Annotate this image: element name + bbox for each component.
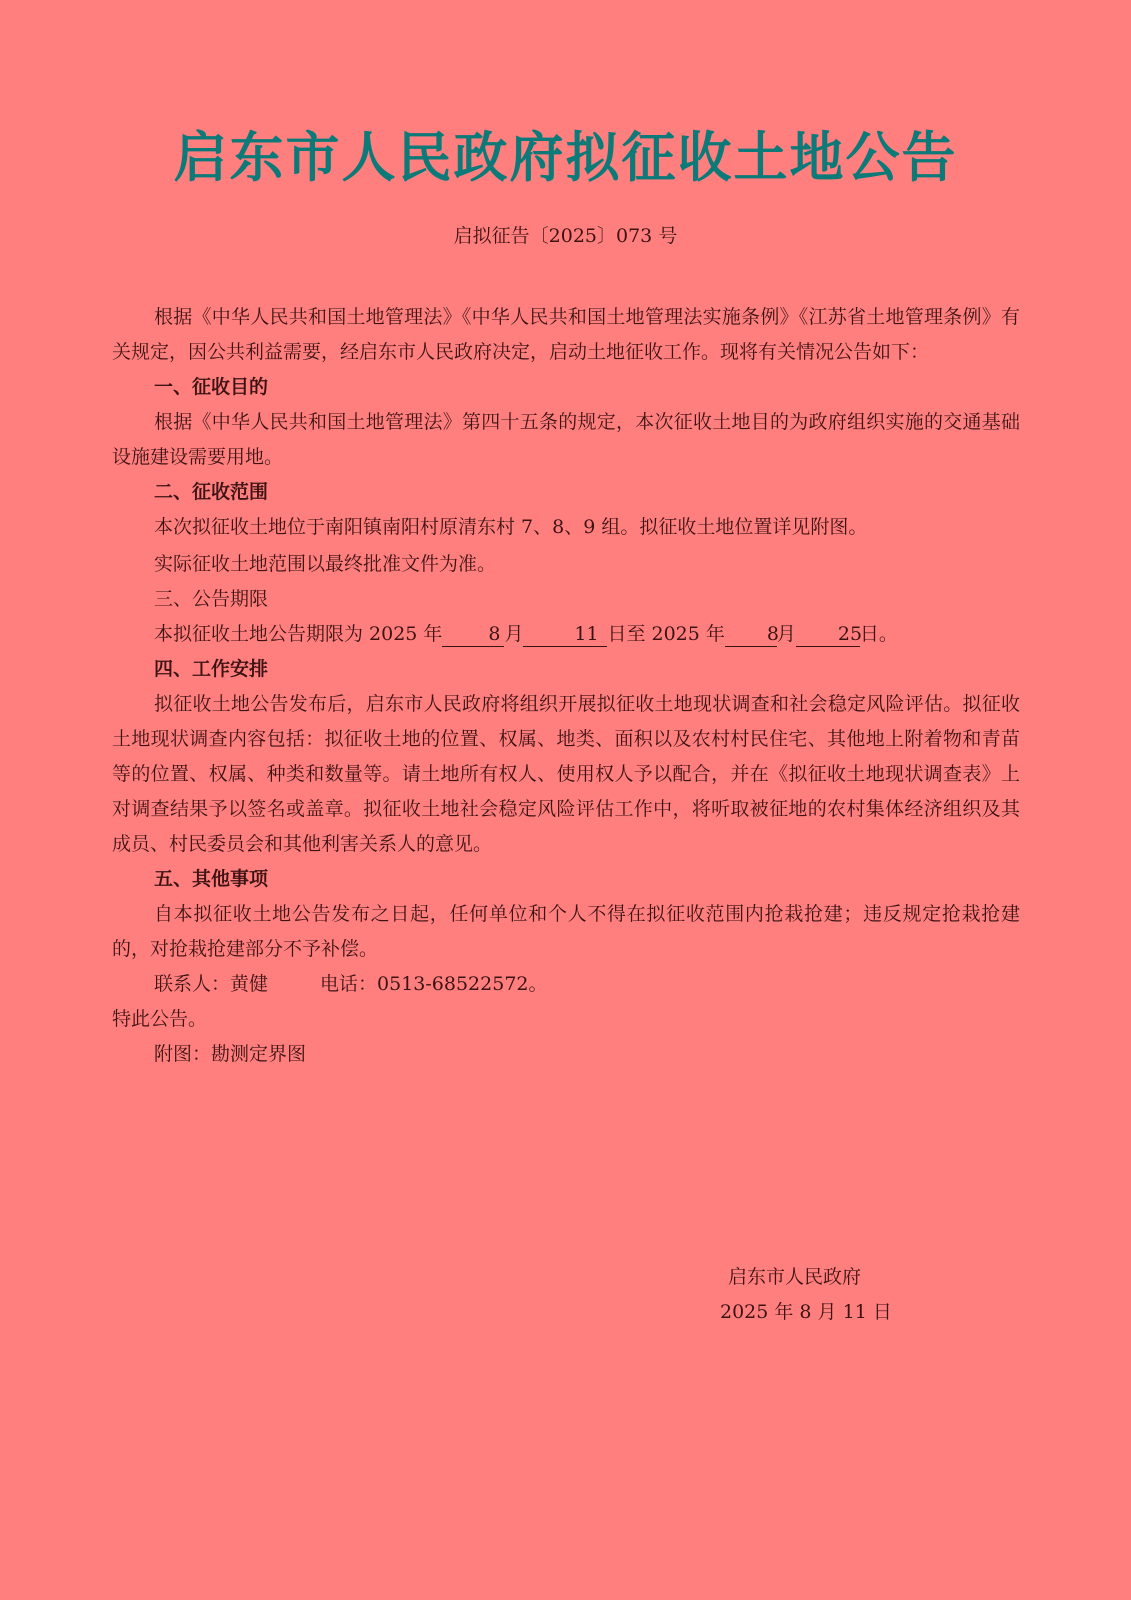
period-month-label-end: 月: [776, 623, 796, 645]
scope-paragraph-location: 本次拟征收土地位于南阳镇南阳村原清东村 7、8、9 组。拟征收土地位置详见附图。: [154, 516, 868, 538]
section-heading-work: 四、工作安排: [154, 658, 269, 680]
intro-paragraph: 根据《中华人民共和国土地管理法》《中华人民共和国土地管理法实施条例》《江苏省土地管理条例》有关规定，因公共利益需要，经启东市人民政府决定，启动土地征收工作。现将有关情况公告如下：: [112, 306, 1020, 363]
signature-date: 2025 年 8 月 11 日: [720, 1301, 892, 1323]
period-mid: 日至 2025 年: [607, 623, 725, 645]
period-prefix: 本拟征收土地公告期限为 2025 年: [154, 623, 443, 645]
closing-text: 特此公告。: [112, 1008, 208, 1030]
document-number: 启拟征告〔2025〕073 号: [453, 225, 678, 247]
period-month-label-start: 月: [504, 623, 524, 645]
section-heading-purpose: 一、征收目的: [154, 376, 269, 398]
notice-body: [112, 300, 1020, 1072]
period-end-month: 8: [725, 622, 777, 647]
section-heading-other: 五、其他事项: [154, 868, 269, 890]
signature-block: [720, 1260, 910, 1330]
attachment-line: 附图：勘测定界图: [154, 1043, 307, 1065]
page-title: 启东市人民政府拟征收土地公告: [173, 125, 958, 189]
work-paragraph: 拟征收土地公告发布后，启东市人民政府将组织开展拟征收土地现状调查和社会稳定风险评估。拟征收土地现状调查内容包括：拟征收土地的位置、权属、地类、面积以及农村村民住宅、其他地上附着物和青苗等的位置、权属、种类和数量等。请土地所有权人、使用权人予以配合，并在《拟征收土地现状调查表》上对调查结果予以签名或盖章。拟征收土地社会稳定风险评估工作中，将听取被征地的农村集体经济组织及其成员、村民委员会和其他利害关系人的意见。: [112, 693, 1020, 855]
period-start-month: 8: [442, 622, 504, 647]
contact-person: 联系人：黄健: [154, 973, 269, 995]
period-suffix: 日。: [859, 623, 898, 645]
section-heading-scope: 二、征收范围: [154, 481, 269, 503]
contact-phone: 电话：0513-68522572。: [320, 973, 548, 995]
period-end-day: 25: [796, 622, 860, 647]
contact-line: [112, 967, 1020, 1002]
purpose-paragraph: 根据《中华人民共和国土地管理法》第四十五条的规定，本次征收土地目的为政府组织实施的交通基础设施建设需要用地。: [112, 411, 1020, 468]
period-start-day: 11: [523, 622, 607, 647]
section-heading-period: 三、公告期限: [154, 588, 269, 610]
other-paragraph: 自本拟征收土地公告发布之日起，任何单位和个人不得在拟征收范围内抢栽抢建；违反规定抢栽抢建的，对抢栽抢建部分不予补偿。: [112, 903, 1020, 960]
signature-org: 启东市人民政府: [728, 1266, 862, 1288]
period-paragraph: [112, 617, 1020, 652]
scope-paragraph-final: 实际征收土地范围以最终批准文件为准。: [154, 553, 497, 575]
